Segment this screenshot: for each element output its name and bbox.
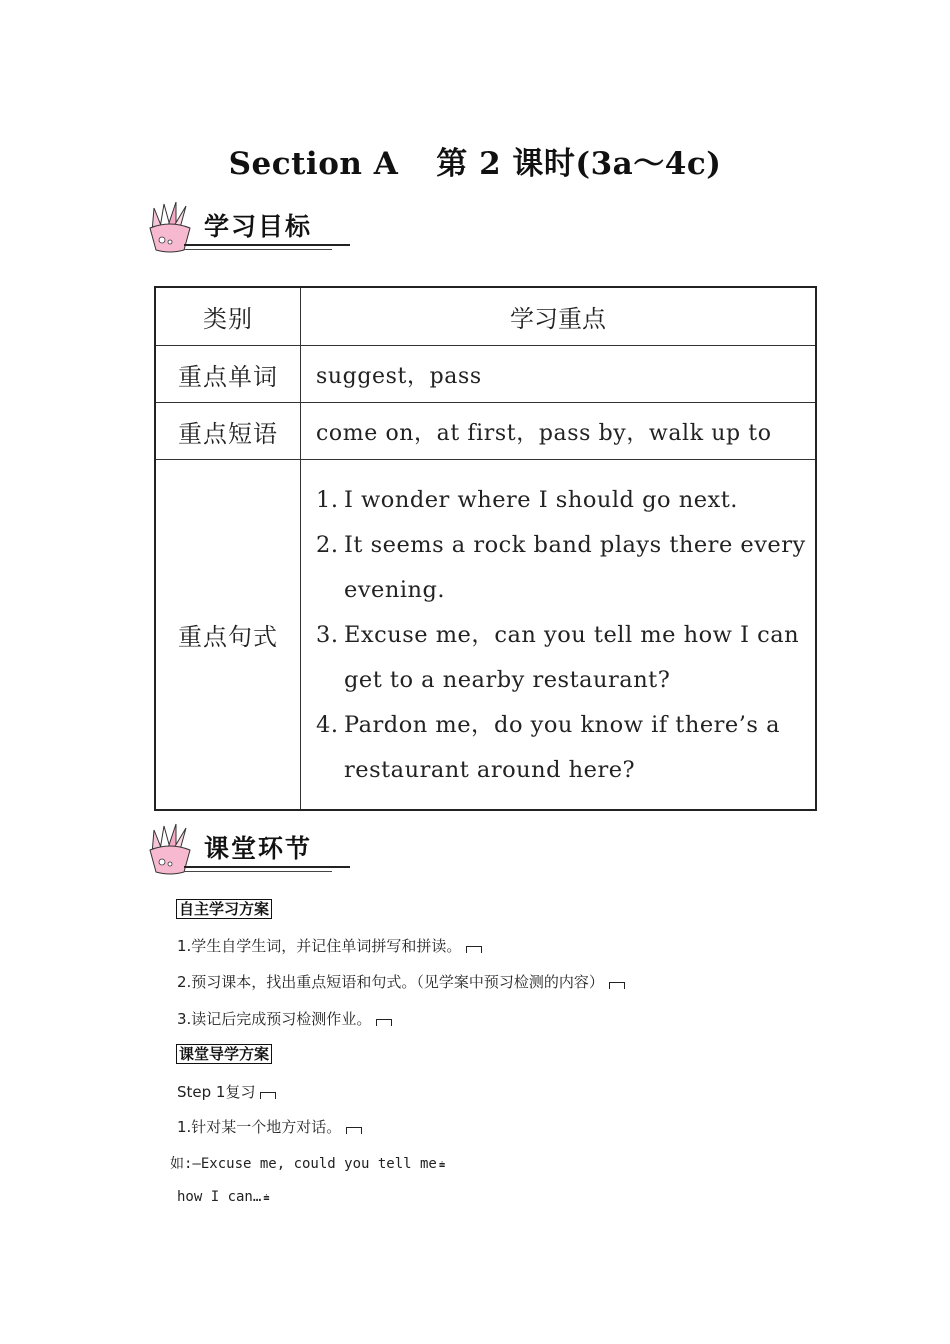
- key-words: suggest，pass: [301, 346, 817, 403]
- example-line: [170, 1153, 445, 1173]
- banner-underline-thin: [184, 249, 332, 250]
- guided-heading: [176, 1043, 272, 1064]
- page-title: [0, 138, 950, 183]
- flower-pot-icon: [140, 198, 200, 256]
- banner-underline-thin: [184, 871, 332, 872]
- sentence-number: 2.: [316, 532, 339, 558]
- sentence-text: I wonder where I should go next.: [344, 487, 738, 513]
- sentence-text: Pardon me，do you know if there’s a restaurant around here?: [344, 712, 780, 783]
- table-row-phrases: [155, 403, 816, 460]
- key-sentences: [301, 460, 817, 811]
- self-study-item-text: 1.学生自学生词，并记住单词拼写和拼读。: [177, 937, 462, 955]
- sentence-item: [316, 613, 807, 703]
- table-header-row: [155, 287, 816, 346]
- line-break-mark-icon: ⩧: [263, 1191, 270, 1204]
- goals-banner: [140, 198, 350, 256]
- sentence-text: It seems a rock band plays there every evening.: [344, 532, 806, 603]
- return-mark-icon: [260, 1092, 276, 1099]
- self-study-heading: [176, 898, 272, 919]
- class-banner: [140, 820, 350, 878]
- return-mark-icon: [609, 982, 625, 989]
- sentence-number: 4.: [316, 712, 339, 738]
- self-study-heading-text: 自主学习方案: [176, 899, 272, 919]
- self-study-item-text: 2.预习课本，找出重点短语和句式。（见学案中预习检测的内容）: [177, 973, 604, 991]
- guided-step: [177, 1081, 276, 1102]
- class-banner-label: 课堂环节: [204, 834, 313, 863]
- example-line: [177, 1189, 270, 1205]
- sentence-item: [316, 703, 807, 793]
- banner-underline: [184, 866, 350, 868]
- sentence-number: 3.: [316, 622, 339, 648]
- goals-banner-label: 学习目标: [204, 212, 313, 241]
- sentence-item: [316, 478, 807, 523]
- guided-step-text: Step 1复习: [177, 1083, 256, 1101]
- sentence-number: 1.: [316, 487, 339, 513]
- goals-table: [154, 286, 817, 811]
- sentence-item: [316, 523, 807, 613]
- banner-underline: [184, 244, 350, 246]
- guided-item: [177, 1116, 362, 1137]
- label-key-phrases: 重点短语: [155, 403, 301, 460]
- example-line-text: 如:—Excuse me, could you tell me: [170, 1156, 437, 1172]
- guided-heading-text: 课堂导学方案: [176, 1044, 272, 1064]
- self-study-item: [177, 935, 482, 956]
- guided-item-text: 1.针对某一个地方对话。: [177, 1118, 342, 1136]
- self-study-item: [177, 1008, 392, 1029]
- title-lesson: 第 2 课时(3a～4c): [436, 146, 722, 182]
- label-key-words: 重点单词: [155, 346, 301, 403]
- title-section: Section A: [228, 146, 399, 182]
- self-study-item-text: 3.读记后完成预习检测作业。: [177, 1010, 372, 1028]
- key-phrases: come on，at first，pass by，walk up to: [301, 403, 817, 460]
- return-mark-icon: [346, 1127, 362, 1134]
- table-row-words: [155, 346, 816, 403]
- return-mark-icon: [466, 946, 482, 953]
- line-break-mark-icon: ⩧: [438, 1158, 446, 1171]
- sentence-text: Excuse me，can you tell me how I can get to a nearby restaurant?: [344, 622, 800, 693]
- return-mark-icon: [376, 1019, 392, 1026]
- label-key-sentences: 重点句式: [155, 460, 301, 811]
- example-line-text: how I can…: [177, 1189, 262, 1205]
- header-category: 类别: [155, 287, 301, 346]
- table-row-sentences: [155, 460, 816, 811]
- self-study-item: [177, 971, 625, 992]
- flower-pot-icon: [140, 820, 200, 878]
- header-focus: 学习重点: [301, 287, 817, 346]
